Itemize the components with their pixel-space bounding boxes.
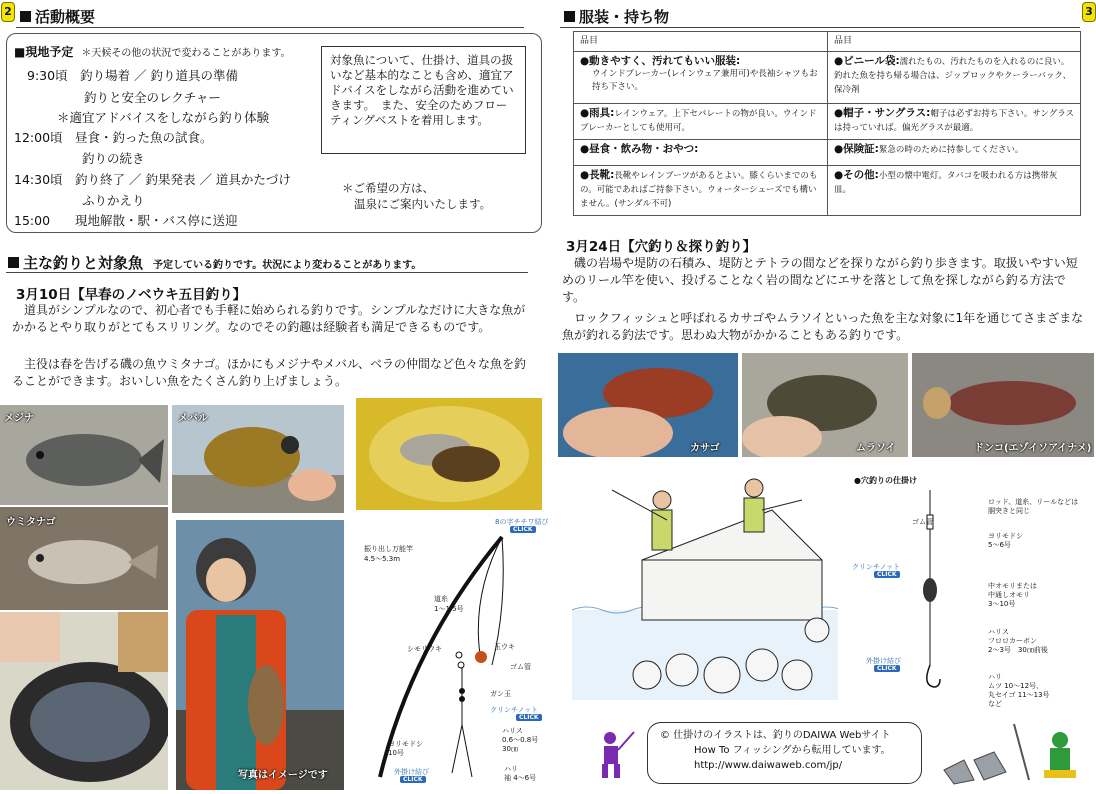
- harisu-size-label: 0.6〜0.8号: [502, 736, 539, 744]
- mejina-label: メジナ: [4, 413, 34, 424]
- schedule-header: [14, 43, 291, 60]
- click-badge[interactable]: CLICK: [516, 714, 542, 721]
- heading-square-icon: [8, 257, 19, 268]
- line-label: 道糸: [434, 595, 448, 603]
- heading-square-icon: [20, 11, 31, 22]
- hole-yori-size-label: 5〜6号: [988, 541, 1011, 549]
- schedule-row: ふりかえり: [82, 193, 145, 208]
- schedule-row: 12:00頃 昼食・釣った魚の試食。: [14, 130, 213, 145]
- guidance-info-box: 対象魚について、仕掛け、道具の扱いなど基本的なことも含め、適宜アドバイスをしながら活動を進めていきます。 また、安全のためフローティングベストを着用します。: [321, 46, 526, 154]
- yori-size-label: 10号: [388, 749, 404, 757]
- cooking-photo: [0, 612, 168, 790]
- donko-label: ドンコ(エゾイソアイナメ): [974, 443, 1092, 454]
- clothing-table: [573, 31, 1081, 216]
- schedule-row: ＊適宜アドバイスをしながら釣り体験: [57, 110, 270, 125]
- hari-label: ハリ: [504, 765, 518, 773]
- schedule-row: 釣りの続き: [82, 151, 145, 166]
- onsen-note-1: ＊ご希望の方は、: [342, 181, 434, 195]
- hole-sinker-label: 中オモリまたは: [988, 582, 1037, 590]
- hole-clinch-label: クリンチノット: [852, 563, 901, 571]
- kasago-label: カサゴ: [690, 443, 720, 454]
- mejina-photo: [0, 405, 168, 505]
- kasago-photo: [558, 353, 738, 457]
- mebaru-label: メバル: [178, 413, 208, 424]
- hole-harisu-label: ハリス: [988, 628, 1009, 636]
- breakwater-angler-illustration: [572, 470, 838, 700]
- sotokake-label: 外掛け結び: [394, 768, 429, 776]
- schedule-row: 15:00 現地解散・駅・バス停に送迎: [14, 213, 238, 228]
- clothing-heading: [564, 6, 669, 27]
- clothing-item: ●ビニール袋:濡れたもの、汚れたものを入れるのに良い。釣れた魚を持ち帰る場合は、ジップロックやクーラーバック、保冷剤: [828, 52, 1081, 104]
- fishing-heading: [8, 252, 421, 273]
- hole-rubber-label: ゴム管: [912, 518, 933, 526]
- hole-harisu-size-label: 2〜3号 30㎝前後: [988, 646, 1048, 654]
- umitanago-photo: [0, 507, 168, 610]
- onsen-note-2: 温泉にご案内いたします。: [354, 197, 492, 211]
- harisu-label: ハリス: [502, 727, 523, 735]
- yori-label: ヨリモドシ: [388, 740, 423, 748]
- credit-line-2: How To フィッシングから転用しています。: [694, 745, 891, 756]
- bucket-fish-icon: [356, 398, 542, 510]
- clothing-title: 服装・持ち物: [579, 8, 670, 26]
- credit-box: [647, 722, 922, 784]
- march10-paragraph-2: 主役は春を告げる磯の魚ウミタナゴ。ほかにもメジナやメバル、ベラの仲間など色々な魚を釣ることができます。おいしい魚をたくさん釣り上げましょう。: [12, 357, 526, 388]
- clothing-item: ●長靴:長靴やレインブーツがあるとよい。膝くらいまでのもの。可能であればご持参下さい。ウォーターシューズでも構いません。(サンダル不可): [574, 166, 828, 216]
- clothing-item: ●その他:小型の懐中電灯。タバコを吸われる方は携帯灰皿。: [828, 166, 1081, 216]
- schedule-note: ＊天候その他の状況で変わることがあります。: [81, 48, 291, 59]
- participant-photo: [176, 520, 344, 790]
- float-rig-diagram: [352, 515, 547, 790]
- heading-square-icon: [564, 11, 575, 22]
- shimoriuki-label: シモリウキ: [407, 645, 442, 653]
- umitanago-label: ウミタナゴ: [6, 517, 56, 528]
- clothing-item: ●保険証:緊急の時のために持参してください。: [828, 140, 1081, 166]
- page-number-left: 2: [1, 2, 15, 22]
- tetrapod-angler-icon: [934, 720, 1084, 786]
- click-badge[interactable]: CLICK: [874, 571, 900, 578]
- harisu-length-label: 30㎝: [502, 745, 518, 753]
- clothing-item: ●昼食・飲み物・おやつ:: [574, 140, 828, 166]
- schedule-row: 9:30頃 釣り場着 ／ 釣り道具の準備: [27, 68, 239, 83]
- knot8-label: 8の字チチワ結び: [495, 518, 549, 526]
- march10-paragraph-1: 道具がシンプルなので、初心者でも手軽に始められる釣りです。シンプルなだけに大きな魚がかかるとやり取りがとてもスリリング。なのでその釣趣は経験者も満足できるものです。: [12, 303, 526, 334]
- float-label: 玉ウキ: [494, 643, 515, 651]
- gandama-label: ガン玉: [490, 690, 511, 698]
- rod-length-label: 4.5〜5.3m: [364, 555, 401, 563]
- schedule-row: 14:30頃 釣り終了 ／ 釣果発表 ／ 道具かたづけ: [14, 172, 291, 187]
- click-badge[interactable]: CLICK: [874, 665, 900, 672]
- murasoi-photo: [742, 353, 908, 457]
- hole-hari-size-label: 丸セイゴ 11〜13号: [988, 691, 1050, 699]
- image-note-label: 写真はイメージです: [238, 770, 328, 781]
- clothing-item: ●動きやすく、汚れてもいい服装: ウインドブレーカー(レインウェア兼用可)や長袖シャツもお持ち下さい。: [574, 52, 828, 104]
- murasoi-label: ムラソイ: [856, 443, 896, 454]
- hole-hari-size-label: ムツ 10〜12号、: [988, 682, 1044, 690]
- cooking-fish-icon: [0, 612, 168, 790]
- hole-hari-label: ハリ: [988, 673, 1002, 681]
- clothing-table-header: 品目: [828, 32, 1081, 52]
- clothing-rule: [560, 27, 1080, 28]
- click-badge[interactable]: CLICK: [400, 776, 426, 783]
- rubber-label: ゴム管: [510, 663, 531, 671]
- schedule-label: ■現地予定: [14, 45, 74, 59]
- march10-heading: 3月10日【早春のノベウキ五目釣り】: [16, 287, 247, 303]
- hole-harisu-material-label: フロロカーボン: [988, 637, 1037, 645]
- angler-mascot-icon: [592, 728, 636, 780]
- rod-label: 振り出し万能竿: [364, 545, 413, 553]
- fishing-rule: [6, 272, 528, 273]
- mebaru-photo: [172, 405, 344, 513]
- line-size-label: 1〜1.5号: [434, 605, 464, 613]
- hole-rig-diagram: [848, 470, 1088, 710]
- fishing-title: 主な釣りと対象魚: [23, 254, 144, 272]
- hole-rig-title: ●穴釣りの仕掛け: [854, 476, 917, 485]
- hole-sinker-size-label: 3〜10号: [988, 600, 1016, 608]
- credit-url[interactable]: http://www.daiwaweb.com/jp/: [694, 760, 843, 771]
- credit-line-1: © 仕掛けのイラストは、釣りのDAIWA Webサイト: [660, 730, 891, 741]
- bucket-photo: [356, 398, 542, 510]
- march24-paragraph-1: 磯の岩場や堤防の石積み、堤防とテトラの間などを探りながら釣り歩きます。取扱いやすい短めのリール竿を使い、投げることなく岩の間などにエサを落として魚を探しながら釣る方法です。: [562, 256, 1078, 304]
- march24-paragraph-2: ロックフィッシュと呼ばれるカサゴやムラソイといった魚を主な対象に1年を通じてさまざまな魚が釣れる釣法です。思わぬ大物がかかることもある釣りです。: [562, 311, 1084, 342]
- activity-rule: [16, 27, 524, 28]
- schedule-row: 釣りと安全のレクチャー: [84, 90, 221, 105]
- hole-yori-label: ヨリモドシ: [988, 532, 1023, 540]
- hole-sinker-label: 中通しオモリ: [988, 591, 1030, 599]
- activity-heading: [20, 6, 95, 27]
- page-number-right: 3: [1082, 2, 1096, 22]
- march24-heading: 3月24日【穴釣り＆探り釣り】: [566, 239, 757, 255]
- hole-rod-label: ロッド、道糸、リールなどは胴突きと同じ: [988, 498, 1079, 515]
- angler-person-icon: [176, 520, 344, 790]
- activity-title: 活動概要: [35, 8, 96, 26]
- fishing-note: 予定している釣りです。状況により変わることがあります。: [153, 260, 422, 271]
- donko-photo: [912, 353, 1094, 457]
- hari-size-label: 袖 4〜6号: [504, 774, 537, 782]
- hole-fishing-scene: [572, 470, 838, 700]
- clothing-item: ●帽子・サングラス:帽子は必ずお持ち下さい。サングラスは持っていれば。偏光グラスが最適。: [828, 104, 1081, 140]
- clothing-table-header: 品目: [574, 32, 828, 52]
- clinch-label: クリンチノット: [490, 706, 539, 714]
- hole-hari-size-label: など: [988, 700, 1002, 708]
- hole-sotokake-label: 外掛け結び: [866, 657, 901, 665]
- clothing-item: ●雨具:レインウェア。上下セパレートの物が良い。ウインドブレーカーとしても使用可。: [574, 104, 828, 140]
- click-badge[interactable]: CLICK: [510, 526, 536, 533]
